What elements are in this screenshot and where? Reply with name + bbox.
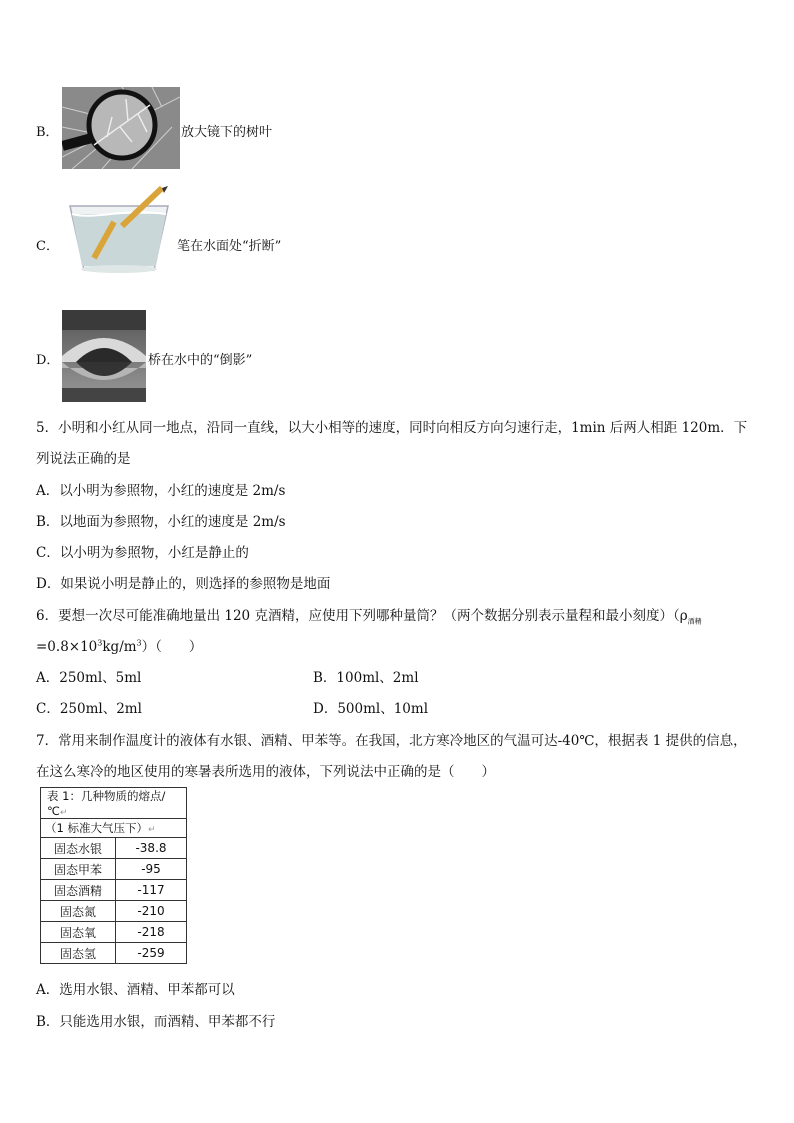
q5-option-d: D．如果说小明是静止的，则选择的参照物是地面	[36, 576, 331, 592]
table-caption-1: 表 1：几种物质的熔点/℃↵	[41, 788, 187, 819]
q6-unit: kg/m	[102, 639, 137, 655]
melting-point-value: -95	[116, 859, 187, 880]
q7-option-a: A．选用水银、酒精、甲苯都可以	[36, 982, 235, 998]
bridge-reflection-image	[62, 310, 146, 402]
q6-option-a: A．250ml、5ml	[36, 670, 142, 686]
option-d-caption: 桥在水中的“倒影”	[148, 353, 253, 368]
option-d-letter: D．	[36, 353, 60, 368]
table-caption-2-text: （1 标准大气压下）	[45, 821, 148, 835]
substance-name: 固态酒精	[41, 880, 116, 901]
table-row	[41, 838, 187, 859]
table-row	[41, 880, 187, 901]
q7-stem-line2: 在这么寒冷的地区使用的寒暑表所选用的液体，下列说法中正确的是（ ）	[36, 764, 495, 780]
q6-option-c: C．250ml、2ml	[36, 701, 142, 717]
option-b-caption: 放大镜下的树叶	[181, 125, 273, 140]
q5-stem-line2: 列说法正确的是	[36, 451, 131, 467]
q6-option-b: B．100ml、2ml	[313, 670, 419, 686]
leaf-magnifier-image	[62, 87, 180, 169]
q5-option-a: A．以小明为参照物，小红的速度是 2m/s	[36, 483, 286, 499]
table-row	[41, 901, 187, 922]
q6-density-value: =0.8×10	[36, 639, 98, 655]
melting-point-value: -218	[116, 922, 187, 943]
pencil-in-water-image	[64, 186, 174, 274]
option-c-letter: C．	[36, 239, 59, 254]
q7-stem-line1: 7．常用来制作温度计的液体有水银、酒精、甲苯等。在我国，北方寒冷地区的气温可达-40℃，根据表 1 提供的信息，	[36, 733, 747, 749]
q7-option-b: B．只能选用水银，而酒精、甲苯都不行	[36, 1014, 276, 1030]
substance-name: 固态水银	[41, 838, 116, 859]
table-row	[41, 922, 187, 943]
q6-option-d: D．500ml、10ml	[313, 701, 429, 717]
substance-name: 固态氢	[41, 943, 116, 964]
melting-point-table	[40, 787, 187, 964]
table-row	[41, 859, 187, 880]
substance-name: 固态氧	[41, 922, 116, 943]
option-b-letter: B．	[36, 125, 59, 140]
rho-subscript: 酒精	[687, 617, 702, 626]
q6-exp: 3	[97, 638, 103, 648]
melting-point-value: -259	[116, 943, 187, 964]
melting-point-value: -38.8	[116, 838, 187, 859]
q6-stem-line2	[36, 635, 202, 655]
q6-unit-exp: 3	[136, 638, 142, 648]
table-caption-2: （1 标准大气压下）↵	[41, 819, 187, 838]
melting-point-value: -210	[116, 901, 187, 922]
table-caption-1-text: 表 1：几种物质的熔点/℃	[47, 789, 166, 818]
option-c-caption: 笔在水面处“折断”	[177, 239, 282, 254]
melting-point-value: -117	[116, 880, 187, 901]
substance-name: 固态氮	[41, 901, 116, 922]
q6-blank: ）（ ）	[141, 639, 203, 655]
q5-option-c: C．以小明为参照物，小红是静止的	[36, 545, 249, 561]
q6-stem-text: 6．要想一次尽可能准确地量出 120 克酒精，应使用下列哪种量筒？（两个数据分别表示量程和最小刻度）（ρ	[36, 608, 688, 624]
q5-stem-line1: 5．小明和小红从同一地点，沿同一直线，以大小相等的速度，同时向相反方向匀速行走，1min 后两人相距 120m．下	[36, 420, 748, 436]
q6-stem-line1	[36, 604, 702, 627]
substance-name: 固态甲苯	[41, 859, 116, 880]
q5-option-b: B．以地面为参照物，小红的速度是 2m/s	[36, 514, 286, 530]
table-row	[41, 943, 187, 964]
